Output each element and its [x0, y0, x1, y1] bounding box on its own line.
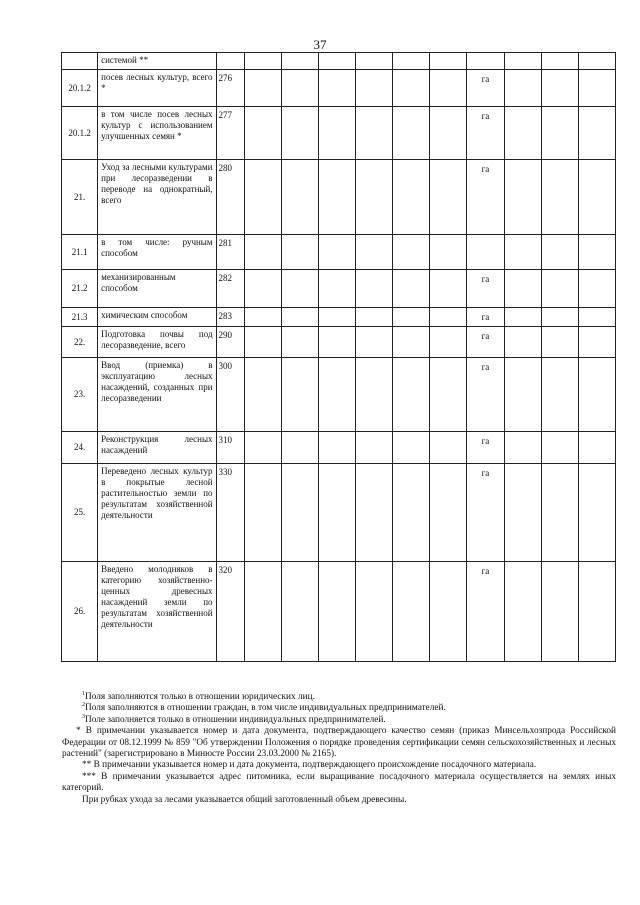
table-cell	[281, 464, 318, 562]
table-cell	[281, 70, 318, 107]
table-cell	[281, 160, 318, 235]
footnotes	[62, 692, 616, 806]
table-cell	[430, 358, 467, 432]
table-cell	[356, 358, 393, 432]
row-number: 20.1.2	[62, 70, 98, 107]
table-cell	[541, 308, 578, 327]
table-cell	[430, 432, 467, 464]
table-row	[62, 53, 616, 70]
table-cell	[356, 432, 393, 464]
row-code: 300	[216, 358, 244, 432]
table-cell	[504, 432, 541, 464]
row-number: 21.2	[62, 270, 98, 308]
row-code: 283	[216, 308, 244, 327]
table-cell	[578, 270, 615, 308]
row-name: Подготовка почвы под лесоразведение, всего	[98, 327, 216, 358]
row-unit: га	[467, 327, 504, 358]
row-name: Уход за лесными культурами при лесоразведении в переводе на однократный, всего	[98, 160, 216, 235]
table-cell	[318, 160, 355, 235]
table-cell	[504, 358, 541, 432]
row-number: 20.1.2	[62, 107, 98, 160]
table-row	[62, 70, 616, 107]
table-cell	[244, 53, 281, 70]
table-cell	[244, 160, 281, 235]
row-unit	[467, 235, 504, 270]
table-cell	[281, 107, 318, 160]
row-unit	[467, 53, 504, 70]
table-row	[62, 464, 616, 562]
table-row	[62, 107, 616, 160]
row-code: 330	[216, 464, 244, 562]
table-row	[62, 358, 616, 432]
table-cell	[318, 107, 355, 160]
row-number: 23.	[62, 358, 98, 432]
row-name: Введено молодняков в категорию хозяйственно-ценных древесных насаждений земли по результатам хозяйственной деятельности	[98, 562, 216, 662]
table-cell	[578, 70, 615, 107]
table-cell	[356, 327, 393, 358]
row-name: химическим способом	[98, 308, 216, 327]
row-code: 290	[216, 327, 244, 358]
table-cell	[244, 308, 281, 327]
row-unit: га	[467, 358, 504, 432]
table-row	[62, 308, 616, 327]
footnote-planting-origin: ** В примечании указывается номер и дата документа, подтверждающего происхождение посадочного материала.	[82, 760, 537, 771]
table-cell	[541, 358, 578, 432]
table-cell	[578, 432, 615, 464]
table-cell	[356, 160, 393, 235]
row-name: в том числе посев лесных культур с использованием улучшенных семян *	[98, 107, 216, 160]
table-cell	[393, 70, 430, 107]
table-row	[62, 235, 616, 270]
table-cell	[281, 235, 318, 270]
row-unit: га	[467, 464, 504, 562]
table-cell	[244, 270, 281, 308]
table-cell	[318, 358, 355, 432]
table-cell	[578, 464, 615, 562]
table-cell	[281, 53, 318, 70]
table-cell	[318, 70, 355, 107]
table-row	[62, 160, 616, 235]
table-cell	[430, 107, 467, 160]
row-code: 281	[216, 235, 244, 270]
table-cell	[318, 562, 355, 662]
footnote-seed-quality: * В примечании указывается номер и дата документа, подтверждающего качество семян (приказ Минсельхозпрода Российской Федерации от 08.12.1999 № 859 "Об утверждении Положения о порядке проведения сертификации семян сельскохозяйственных и лесных растений" (зарегистрировано в Минюсте России 23.03.2000 № 2165).	[62, 726, 616, 760]
table-cell	[356, 308, 393, 327]
row-code: 310	[216, 432, 244, 464]
table-cell	[244, 432, 281, 464]
row-unit: га	[467, 160, 504, 235]
table-cell	[578, 160, 615, 235]
table-cell	[541, 327, 578, 358]
table-cell	[504, 107, 541, 160]
table-cell	[541, 432, 578, 464]
table-cell	[504, 160, 541, 235]
table-cell	[281, 562, 318, 662]
row-number: 21.	[62, 160, 98, 235]
row-code: 320	[216, 562, 244, 662]
table-cell	[393, 327, 430, 358]
table-cell	[244, 358, 281, 432]
table-cell	[393, 160, 430, 235]
table-cell	[281, 308, 318, 327]
table-cell	[578, 308, 615, 327]
footnote-2: $^2$Поля заполняются в отношении граждан, в том числе индивидуальных предпринимателей.	[82, 702, 446, 714]
table-cell	[244, 327, 281, 358]
table-cell	[541, 235, 578, 270]
table-cell	[541, 107, 578, 160]
table-cell	[393, 308, 430, 327]
row-number: 21.1	[62, 235, 98, 270]
table-cell	[318, 235, 355, 270]
row-code: 277	[216, 107, 244, 160]
row-name: в том числе: ручным способом	[98, 235, 216, 270]
table-cell	[393, 53, 430, 70]
row-code: 276	[216, 70, 244, 107]
table-cell	[430, 327, 467, 358]
row-unit: га	[467, 308, 504, 327]
table-cell	[504, 53, 541, 70]
table-cell	[541, 270, 578, 308]
table-cell	[541, 562, 578, 662]
table-cell	[541, 464, 578, 562]
row-code: 282	[216, 270, 244, 308]
row-unit: га	[467, 107, 504, 160]
table-row	[62, 327, 616, 358]
table-cell	[244, 107, 281, 160]
table-cell	[578, 235, 615, 270]
footnote-3: $^3$Поле заполняется только в отношении индивидуальных предпринимателей.	[82, 713, 386, 725]
table-cell	[393, 235, 430, 270]
table-cell	[356, 464, 393, 562]
table-cell	[281, 327, 318, 358]
table-cell	[244, 235, 281, 270]
table-cell	[356, 562, 393, 662]
table-cell	[318, 53, 355, 70]
row-name: механизированным способом	[98, 270, 216, 308]
table-cell	[504, 464, 541, 562]
row-unit: га	[467, 432, 504, 464]
table-cell	[356, 53, 393, 70]
row-number: 21.3	[62, 308, 98, 327]
table-cell	[504, 70, 541, 107]
table-cell	[578, 53, 615, 70]
table-cell	[430, 308, 467, 327]
table-cell	[430, 53, 467, 70]
row-unit: га	[467, 70, 504, 107]
table-cell	[504, 270, 541, 308]
table-cell	[393, 270, 430, 308]
forest-report-table	[61, 52, 616, 662]
row-unit: га	[467, 270, 504, 308]
table-cell	[541, 70, 578, 107]
row-name: Переведено лесных культур в покрытые лесной растительностью земли по результатам хозяйственной деятельности	[98, 464, 216, 562]
row-number: 24.	[62, 432, 98, 464]
row-number: 26.	[62, 562, 98, 662]
table-cell	[318, 270, 355, 308]
table-cell	[430, 464, 467, 562]
footnote-1: $^1$Поля заполняются только в отношении юридических лиц.	[82, 690, 315, 702]
table-cell	[504, 235, 541, 270]
table-cell	[504, 308, 541, 327]
row-unit: га	[467, 562, 504, 662]
row-code	[216, 53, 244, 70]
row-name: системой **	[98, 53, 216, 70]
table-cell	[356, 270, 393, 308]
table-cell	[356, 235, 393, 270]
table-cell	[393, 432, 430, 464]
footnote-thinning-volume: При рубках ухода за лесами указывается общий заготовленный объем древесины.	[82, 794, 407, 805]
table-cell	[318, 464, 355, 562]
table-cell	[430, 270, 467, 308]
table-cell	[541, 53, 578, 70]
table-cell	[244, 464, 281, 562]
table-cell	[430, 70, 467, 107]
table-cell	[430, 235, 467, 270]
row-code: 280	[216, 160, 244, 235]
table-row	[62, 562, 616, 662]
table-cell	[541, 160, 578, 235]
table-cell	[578, 358, 615, 432]
table-row	[62, 432, 616, 464]
table-cell	[318, 432, 355, 464]
table-cell	[393, 358, 430, 432]
table-cell	[430, 160, 467, 235]
table-cell	[318, 308, 355, 327]
table-cell	[318, 327, 355, 358]
page-number: 37	[313, 37, 327, 52]
table-row	[62, 270, 616, 308]
footnote-nursery-address: *** В примечании указывается адрес питомника, если выращивание посадочного материала осуществляется на землях иных категорий.	[62, 771, 616, 794]
table-cell	[578, 562, 615, 662]
table-cell	[504, 327, 541, 358]
table-cell	[578, 327, 615, 358]
row-number: 22.	[62, 327, 98, 358]
table-cell	[578, 107, 615, 160]
row-name: Ввод (приемка) в эксплуатацию лесных насаждений, созданных при лесоразведении	[98, 358, 216, 432]
table-cell	[430, 562, 467, 662]
row-number: 25.	[62, 464, 98, 562]
table-cell	[356, 107, 393, 160]
table-cell	[393, 464, 430, 562]
table-cell	[281, 270, 318, 308]
table-cell	[281, 358, 318, 432]
table-cell	[393, 562, 430, 662]
row-name: Реконструкция лесных насаждений	[98, 432, 216, 464]
row-number	[62, 53, 98, 70]
table-cell	[244, 562, 281, 662]
table-cell	[281, 432, 318, 464]
table-cell	[356, 70, 393, 107]
table-cell	[393, 107, 430, 160]
table-cell	[244, 70, 281, 107]
table-cell	[504, 562, 541, 662]
row-name: посев лесных культур, всего *	[98, 70, 216, 107]
